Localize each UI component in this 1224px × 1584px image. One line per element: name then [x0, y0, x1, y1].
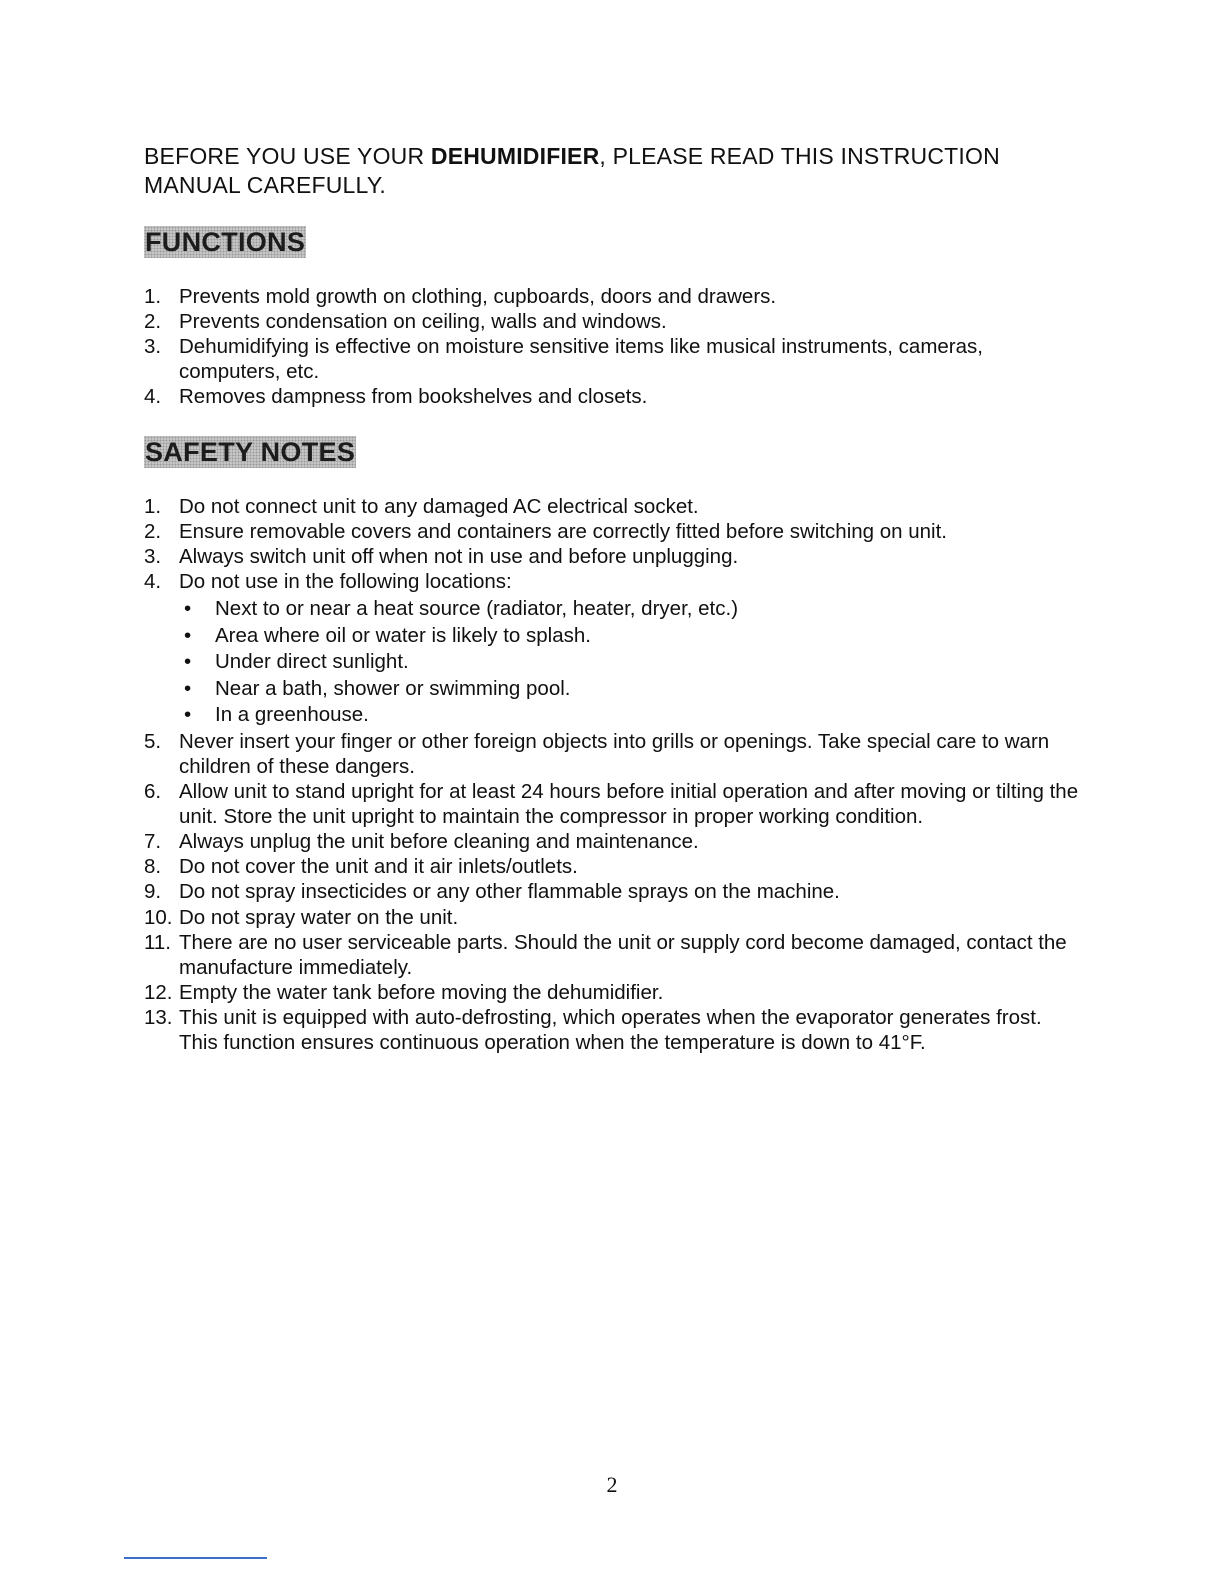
item-number: 11. [144, 930, 171, 954]
item-number: 2. [144, 520, 162, 544]
list-item [144, 854, 1084, 879]
list-item [144, 384, 1084, 409]
functions-list [144, 284, 1084, 409]
functions-heading: FUNCTIONS [145, 227, 306, 257]
item-number: 2. [144, 310, 162, 334]
item-text: Always switch unit off when not in use and before unplugging. [179, 545, 739, 569]
item-number: 7. [144, 830, 162, 854]
item-text: Do not spray insecticides or any other flammable sprays on the machine. [179, 880, 840, 904]
intro-product-name: DEHUMIDIFIER [430, 143, 600, 169]
bullet-icon: • [184, 650, 192, 674]
list-item [144, 905, 1084, 930]
list-item [144, 879, 1084, 904]
sublist-item [179, 676, 1084, 703]
intro-suffix: , PLEASE READ THIS INSTRUCTION MANUAL CAREFULLY. [144, 143, 1000, 198]
item-text: Dehumidifying is effective on moisture sensitive items like musical instruments, cameras, computers, etc. [179, 335, 983, 384]
item-number: 9. [144, 880, 162, 904]
item-number: 4. [144, 385, 162, 409]
page-number: 2 [606, 1472, 618, 1497]
sublist-item-text: Next to or near a heat source (radiator, heater, dryer, etc.) [215, 597, 739, 621]
item-text: Do not cover the unit and it air inlets/outlets. [179, 855, 578, 879]
sublist-item-text: Under direct sunlight. [215, 650, 409, 674]
item-text: Prevents condensation on ceiling, walls and windows. [179, 310, 667, 334]
sublist-item [179, 649, 1084, 676]
item-text: Always unplug the unit before cleaning and maintenance. [179, 830, 699, 854]
safety-notes-list [144, 494, 1084, 1055]
item-text: Empty the water tank before moving the dehumidifier. [179, 980, 664, 1004]
item-number: 6. [144, 780, 162, 804]
item-number: 5. [144, 729, 162, 753]
item-number: 10. [144, 905, 173, 929]
list-item [144, 1005, 1084, 1055]
bullet-icon: • [184, 597, 192, 621]
item-text: Do not spray water on the unit. [179, 905, 459, 929]
list-item [144, 779, 1084, 829]
list-item [144, 729, 1084, 779]
locations-sublist [179, 596, 1084, 729]
bullet-icon: • [184, 676, 192, 700]
item-text: Do not use in the following locations: [179, 570, 512, 594]
list-item [144, 980, 1084, 1005]
sublist-item [179, 596, 1084, 623]
item-text: Ensure removable covers and containers are correctly fitted before switching on unit. [179, 520, 947, 544]
list-item [144, 309, 1084, 334]
item-number: 8. [144, 855, 162, 879]
sublist-item-text: Near a bath, shower or swimming pool. [215, 676, 571, 700]
item-text: Prevents mold growth on clothing, cupboards, doors and drawers. [179, 285, 777, 308]
sublist-item-text: In a greenhouse. [215, 703, 369, 727]
list-item [144, 569, 1084, 729]
footnote-divider [124, 1557, 267, 1559]
item-text: Allow unit to stand upright for at least 24 hours before initial operation and after moving or tilting the unit. Store the unit upright to maintain the compressor in proper working condition. [179, 780, 1079, 829]
item-number: 4. [144, 570, 162, 594]
list-item [144, 829, 1084, 854]
item-text: Removes dampness from bookshelves and closets. [179, 385, 648, 409]
sublist-item [179, 702, 1084, 729]
safety-notes-heading: SAFETY NOTES [145, 437, 356, 467]
item-text: Do not connect unit to any damaged AC electrical socket. [179, 495, 699, 518]
list-item [144, 334, 1084, 384]
list-item [144, 930, 1084, 980]
item-number: 1. [144, 285, 162, 308]
sublist-item [179, 623, 1084, 650]
item-text: Never insert your finger or other foreign objects into grills or openings. Take special care to warn children of these dangers. [179, 729, 1050, 778]
bullet-icon: • [184, 703, 192, 727]
item-number: 3. [144, 545, 162, 569]
item-number: 12. [144, 980, 173, 1004]
item-number: 3. [144, 335, 162, 359]
item-text: There are no user serviceable parts. Should the unit or supply cord become damaged, contact the manufacture immediately. [179, 930, 1067, 979]
item-number: 1. [144, 495, 162, 518]
list-item [144, 284, 1084, 309]
list-item [144, 519, 1084, 544]
intro-notice [144, 142, 1084, 200]
item-text: This unit is equipped with auto-defrosting, which operates when the evaporator generates frost. This function ensures continuous operation when the temperature is down to 41°F. [179, 1005, 1042, 1054]
bullet-icon: • [184, 623, 192, 647]
item-number: 13. [144, 1005, 173, 1029]
list-item [144, 494, 1084, 519]
sublist-item-text: Area where oil or water is likely to splash. [215, 623, 591, 647]
intro-prefix: BEFORE YOU USE YOUR [144, 143, 431, 169]
list-item [144, 544, 1084, 569]
